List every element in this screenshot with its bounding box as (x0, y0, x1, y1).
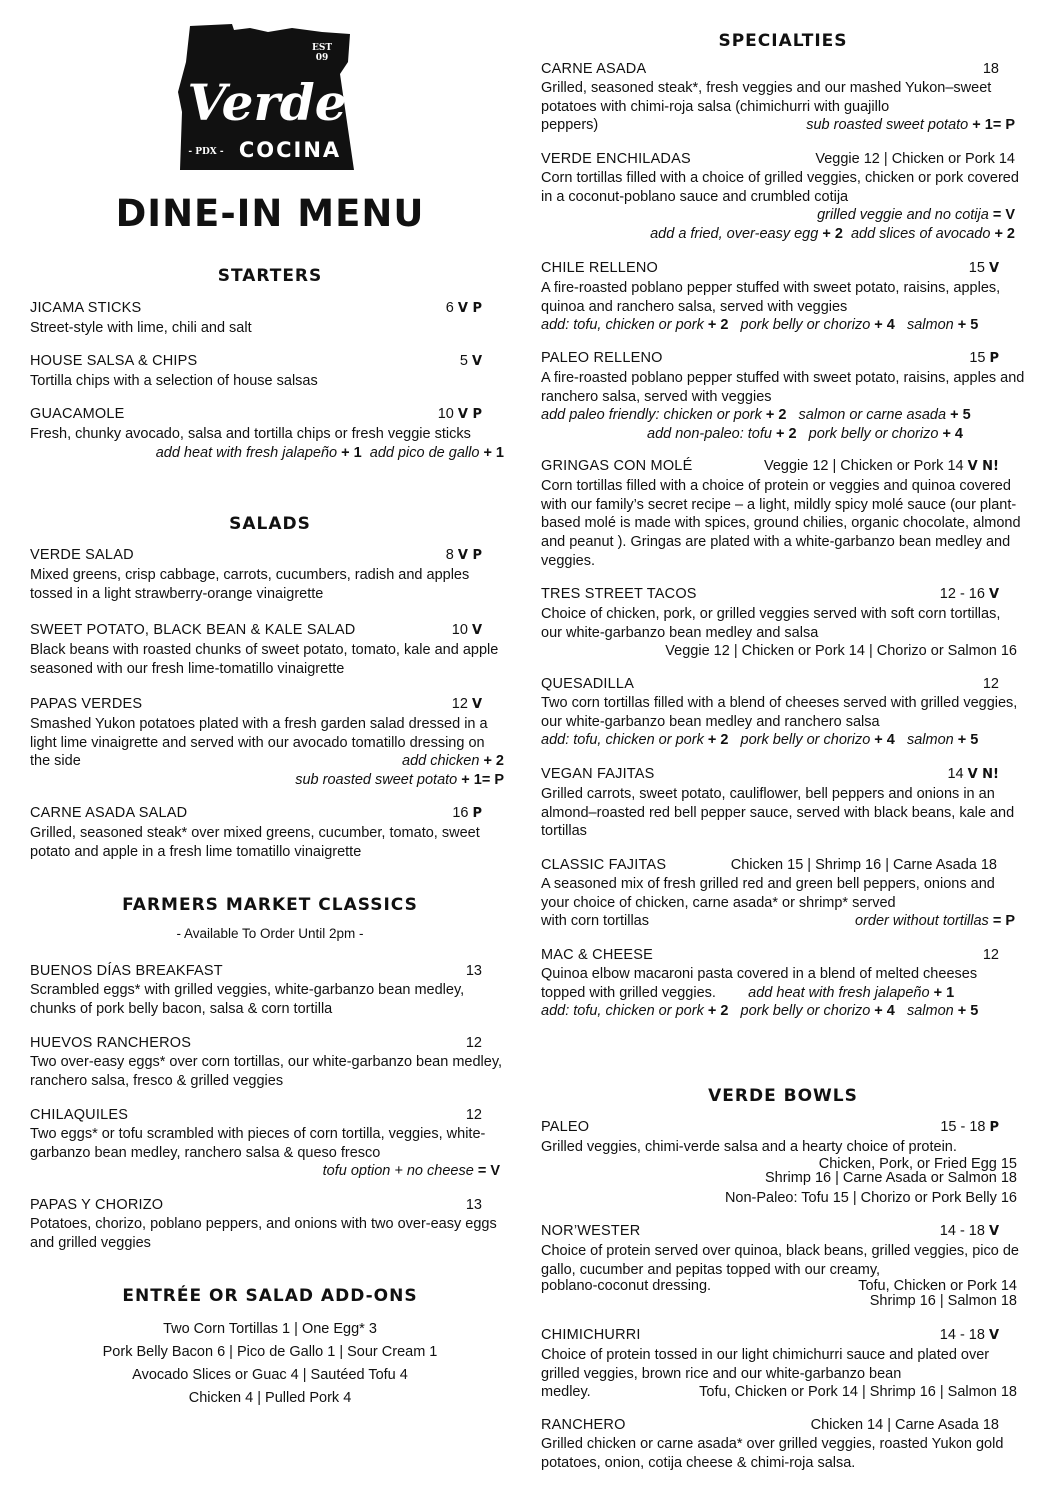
item-description: Two eggs* or tofu scrambled with pieces of corn tortilla, veggies, white-garbanzo bean medley, ranchero salsa & queso fresco (30, 1125, 486, 1161)
item-option: add chicken + 2 (402, 753, 504, 770)
diet-tags: V (988, 1328, 999, 1343)
item-price: 12 (451, 696, 468, 712)
item-description: Quinoa elbow macaroni pasta covered in a blend of melted cheeses (541, 965, 978, 982)
menu-item (541, 946, 1025, 1021)
item-price: 15 (968, 260, 985, 276)
item-name: TRES STREET TACOS (541, 586, 697, 602)
menu-item (30, 352, 510, 391)
item-price: 12 - 16 (939, 586, 985, 602)
item-description: peppers) (541, 117, 599, 134)
diet-tags: V (471, 697, 482, 712)
menu-item (541, 349, 1025, 444)
menu-item (30, 695, 510, 790)
item-description: Potatoes, chorizo, poblano peppers, and onions with two over-easy eggs and grilled veggies (30, 1215, 497, 1251)
item-name: CHILAQUILES (30, 1107, 129, 1123)
menu-item (541, 1416, 1025, 1472)
diet-tags: V (471, 623, 482, 638)
item-price: 12 (982, 947, 999, 963)
menu-item (541, 457, 1025, 571)
item-name: GRINGAS CON MOLÉ (541, 458, 693, 474)
diet-tags: V N! (967, 767, 999, 782)
item-price: 13 (465, 963, 482, 979)
item-description: A fire-roasted poblano pepper stuffed with sweet potato, raisins, apples, quinoa and ranchero salsa, served with veggies (541, 279, 1001, 315)
item-name: BUENOS DÍAS BREAKFAST (30, 963, 223, 979)
item-price: 14 (947, 766, 964, 782)
item-price-breakdown: Veggie 12 | Chicken or Pork 14 | Chorizo or Salmon 16 (665, 643, 1017, 660)
item-name: HUEVOS RANCHEROS (30, 1035, 192, 1051)
diet-tags: V P (457, 407, 482, 422)
starters-heading: STARTERS (217, 266, 323, 286)
item-price: 5 (459, 353, 468, 369)
logo-sub: COCINA (238, 138, 342, 162)
menu-item (541, 856, 1025, 931)
menu-item (30, 405, 510, 462)
item-description: Grilled veggies, chimi-verde salsa and a hearty choice of protein. (541, 1138, 957, 1155)
addons-list (30, 1318, 510, 1410)
item-description: Mixed greens, crisp cabbage, carrots, cucumbers, radish and apples tossed in a light strawberry-orange vinaigrette (30, 566, 470, 602)
item-price: 14 - 18 (939, 1223, 985, 1239)
menu-item (541, 585, 1025, 661)
salads-heading: SALADS (229, 514, 311, 534)
item-price: 10 (451, 622, 468, 638)
diet-tags: V (988, 1224, 999, 1239)
item-price-breakdown: Non-Paleo: Tofu 15 | Chorizo or Pork Belly 16 (724, 1189, 1017, 1206)
item-option: order without tortillas = P (855, 913, 1015, 930)
menu-item (541, 1222, 1025, 1309)
menu-item (30, 1106, 510, 1181)
item-price: 15 (969, 350, 986, 366)
menu-item (30, 1196, 510, 1252)
item-price: 15 - 18 (940, 1119, 986, 1135)
item-description: Two corn tortillas filled with a blend of cheeses served with grilled veggies, our white-garbanzo bean medley and ranchero salsa (541, 694, 1018, 730)
item-price: 12 (982, 676, 999, 692)
item-description: Fresh, chunky avocado, salsa and tortilla chips or fresh veggie sticks (30, 425, 471, 442)
item-price-breakdown: Shrimp 16 | Salmon 18 (869, 1293, 1017, 1310)
diet-tags: V (988, 587, 999, 602)
item-description: Two over-easy eggs* over corn tortillas, our white-garbanzo bean medley, ranchero salsa, fresco & grilled veggies (30, 1053, 503, 1089)
item-option: add a fried, over-easy egg + 2 add slices of avocado + 2 (650, 226, 1015, 243)
menu-item (541, 259, 1025, 335)
logo-city: - PDX - (188, 147, 224, 157)
addon-line: Two Corn Tortillas 1 | One Egg* 3 (163, 1321, 377, 1337)
item-price: 13 (465, 1197, 482, 1213)
item-name: HOUSE SALSA & CHIPS (30, 353, 198, 369)
item-price-breakdown: Tofu, Chicken or Pork 14 | Shrimp 16 | Salmon 18 (699, 1384, 1017, 1401)
item-description: Choice of protein served over quinoa, black beans, grilled veggies, pico de gallo, cucumber and pepitas topped with our creamy, (541, 1242, 1019, 1278)
menu-item (541, 150, 1025, 244)
item-price: 16 (452, 805, 469, 821)
menu-item (541, 1118, 1025, 1207)
menu-item (30, 299, 510, 338)
item-description: A fire-roasted poblano pepper stuffed with sweet potato, raisins, apples and ranchero salsa, served with veggies (541, 369, 1025, 405)
item-description: medley. (541, 1384, 591, 1401)
addon-line: Chicken 4 | Pulled Pork 4 (188, 1390, 352, 1406)
item-options: add heat with fresh jalapeño + 1 add pico de gallo + 1 (155, 444, 504, 461)
item-price: 8 (445, 547, 454, 563)
menu-item (30, 962, 510, 1018)
logo-year: 09 (315, 53, 329, 63)
item-name: CARNE ASADA SALAD (30, 805, 188, 821)
item-name: RANCHERO (541, 1417, 626, 1433)
menu-item (30, 1034, 510, 1090)
item-option: grilled veggie and no cotija = V (817, 207, 1015, 224)
item-option: sub roasted sweet potato + 1= P (295, 771, 504, 788)
item-name: MAC & CHEESE (541, 947, 653, 963)
item-description: Grilled, seasoned steak*, fresh veggies and our mashed Yukon–sweet potatoes with chimi-roja salsa (chimichurri with guajillo (541, 79, 992, 115)
addon-line: Pork Belly Bacon 6 | Pico de Gallo 1 | Sour Cream 1 (102, 1344, 438, 1360)
item-price: Veggie 12 | Chicken or Pork 14 (815, 151, 1015, 167)
item-options: add: tofu, chicken or pork + 2 pork belly or chorizo + 4 salmon + 5 (541, 1003, 979, 1020)
item-price: 12 (465, 1035, 482, 1051)
item-description: Tortilla chips with a selection of house salsas (30, 372, 318, 389)
item-price: Chicken 14 | Carne Asada 18 (810, 1417, 999, 1433)
menu-item (541, 60, 1025, 135)
addon-line: Avocado Slices or Guac 4 | Sautéed Tofu 4 (132, 1367, 408, 1383)
item-description: Choice of protein tossed in our light chimichurri sauce and plated over grilled veggies, brown rice and our white-garbanzo bean (541, 1346, 990, 1382)
item-name: PAPAS Y CHORIZO (30, 1197, 164, 1213)
item-description: Scrambled eggs* with grilled veggies, white-garbanzo bean medley, chunks of pork belly bacon, salsa & corn tortilla (30, 981, 465, 1017)
farmers-heading: FARMERS MARKET CLASSICS (122, 895, 418, 915)
item-name: CLASSIC FAJITAS (541, 857, 667, 873)
item-price: 18 (982, 61, 999, 77)
item-options: add: tofu, chicken or pork + 2 pork belly or chorizo + 4 salmon + 5 (541, 317, 979, 334)
item-name: GUACAMOLE (30, 406, 125, 422)
item-name: PALEO RELLENO (541, 350, 663, 366)
item-name: SWEET POTATO, BLACK BEAN & KALE SALAD (30, 622, 356, 638)
item-price-breakdown: Shrimp 16 | Carne Asada or Salmon 18 (764, 1169, 1017, 1186)
menu-item (541, 1326, 1025, 1402)
item-description: Street-style with lime, chili and salt (30, 319, 252, 336)
menu-item (30, 546, 510, 603)
diet-tags: V (988, 261, 999, 276)
menu-item (541, 675, 1025, 750)
item-description: topped with grilled veggies. add heat with fresh jalapeño + 1 (541, 984, 955, 1001)
item-name: CHIMICHURRI (541, 1327, 641, 1343)
diet-tags: P (989, 1120, 999, 1135)
item-description: Black beans with roasted chunks of sweet potato, tomato, kale and apple seasoned with our fresh lime-tomatillo vinaigrette (30, 641, 499, 677)
diet-tags: V N! (967, 459, 999, 474)
restaurant-logo (172, 22, 362, 172)
item-name: VERDE SALAD (30, 547, 134, 563)
bowls-heading: VERDE BOWLS (708, 1086, 858, 1106)
specialties-heading: SPECIALTIES (718, 31, 848, 51)
item-description: Smashed Yukon potatoes plated with a fresh garden salad dressed in a light lime vinaigrette and served with our avocado tomatillo dressing on the side (30, 715, 488, 770)
item-options: add paleo friendly: chicken or pork + 2 salmon or carne asada + 5 (541, 407, 971, 424)
item-description: A seasoned mix of fresh grilled red and green bell peppers, onions and your choice of chicken, carne asada* or shrimp* served (541, 875, 995, 911)
menu-item (30, 621, 510, 678)
item-price: 6 (445, 300, 454, 316)
item-option: tofu option + no cheese = V (322, 1163, 500, 1180)
item-description: Grilled chicken or carne asada* over grilled veggies, roasted Yukon gold potatoes, onion, cotija cheese & chimi-roja salsa. (541, 1435, 1004, 1471)
diet-tags: P (472, 806, 482, 821)
oregon-state-logo (172, 22, 362, 172)
item-price-breakdown: Chicken, Pork, or Fried Egg 15 (818, 1155, 1017, 1172)
menu-item (541, 765, 1025, 841)
item-description: Corn tortillas filled with a choice of grilled veggies, chicken or pork covered in a coconut-poblano sauce and crumbled cotija (541, 169, 1019, 205)
item-options: add non-paleo: tofu + 2 pork belly or chorizo + 4 (647, 426, 963, 443)
item-name: CHILE RELLENO (541, 260, 659, 276)
item-price: Veggie 12 | Chicken or Pork 14 (763, 458, 964, 474)
item-name: PALEO (541, 1119, 590, 1135)
availability-note: - Available To Order Until 2pm - (176, 926, 364, 941)
item-price: 10 (437, 406, 454, 422)
item-price: 12 (465, 1107, 482, 1123)
menu-item (30, 804, 510, 861)
item-description: Choice of chicken, pork, or grilled veggies served with soft corn tortillas, our white-garbanzo bean medley and salsa (541, 605, 1001, 641)
item-description: poblano-coconut dressing. (541, 1278, 712, 1295)
logo-brand: Verde (187, 73, 347, 132)
item-name: CARNE ASADA (541, 61, 647, 77)
item-description: Grilled carrots, sweet potato, cauliflower, bell peppers and onions in an almond–roasted red bell pepper sauce, served with black beans, kale and tortillas (541, 785, 1015, 840)
item-name: NOR’WESTER (541, 1223, 641, 1239)
item-name: JICAMA STICKS (30, 300, 142, 316)
item-option: sub roasted sweet potato + 1= P (806, 117, 1015, 134)
item-name: QUESADILLA (541, 676, 635, 692)
item-description: Corn tortillas filled with a choice of protein or veggies and quinoa covered with our family’s secret recipe – a light, mildly spicy molé sauce (our plant-based molé is made with spices, ground chilies, organic chocolate, almond and peanut ). Gringas are plated with a white-garbanzo bean medley and veggies. (541, 477, 1021, 569)
item-name: VERDE ENCHILADAS (541, 151, 691, 167)
item-description: Grilled, seasoned steak* over mixed greens, cucumber, tomato, sweet potato and apple in a fresh lime tomatillo vinaigrette (30, 824, 480, 860)
diet-tags: P (989, 351, 999, 366)
item-name: VEGAN FAJITAS (541, 766, 655, 782)
item-price: Chicken 15 | Shrimp 16 | Carne Asada 18 (730, 857, 997, 873)
diet-tags: V P (457, 301, 482, 316)
addons-heading: ENTRÉE OR SALAD ADD-ONS (122, 1286, 418, 1306)
diet-tags: V (471, 354, 482, 369)
item-price-breakdown: Tofu, Chicken or Pork 14 (858, 1278, 1017, 1295)
menu-title: DINE-IN MENU (115, 192, 425, 235)
item-name: PAPAS VERDES (30, 696, 143, 712)
logo-est: EST (311, 43, 333, 53)
diet-tags: V P (457, 548, 482, 563)
item-options: add: tofu, chicken or pork + 2 pork belly or chorizo + 4 salmon + 5 (541, 732, 979, 749)
item-description: with corn tortillas (541, 913, 649, 930)
item-price: 14 - 18 (939, 1327, 985, 1343)
